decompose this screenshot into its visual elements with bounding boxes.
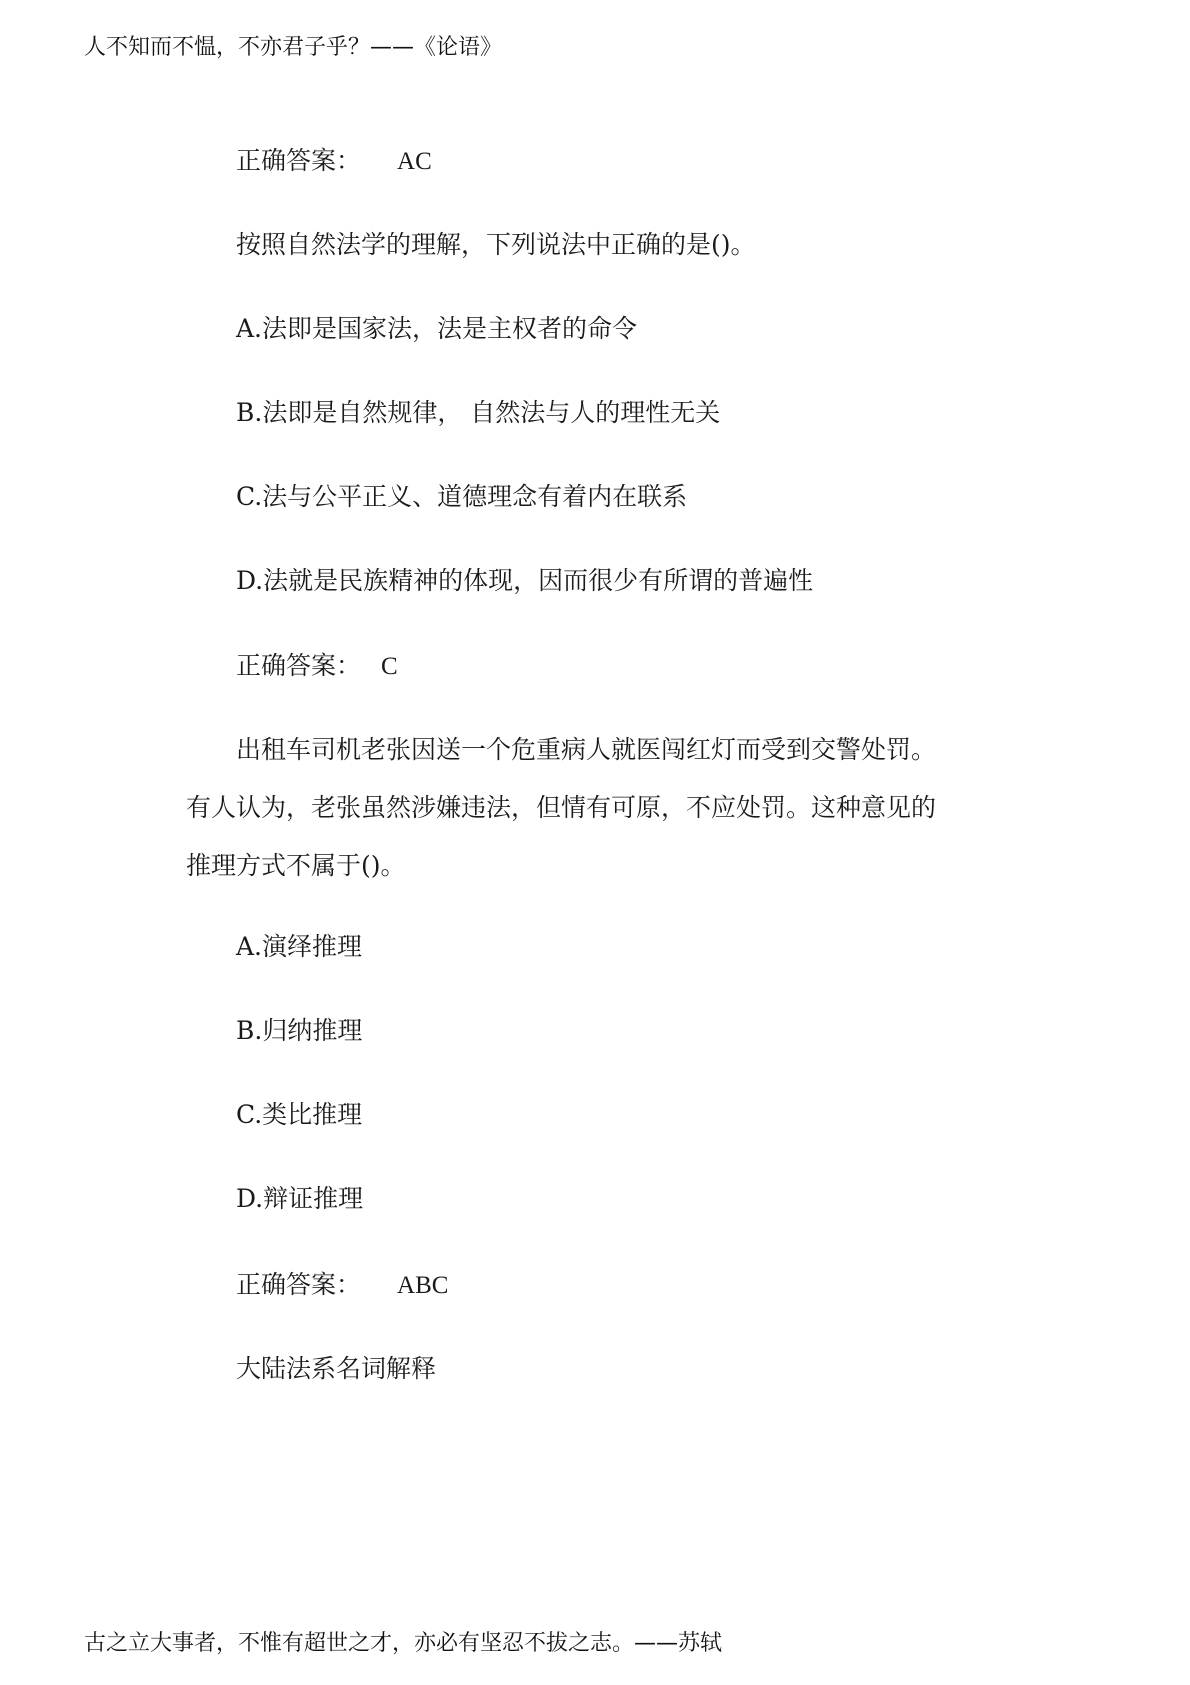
- answer-line: [236, 1269, 448, 1302]
- question-stem-line: 有人认为，老张虽然涉嫌违法，但情有可原，不应处罚。这种意见的: [186, 793, 937, 822]
- answer-label: 正确答案：: [236, 651, 362, 680]
- answer-label: 正确答案：: [236, 1270, 362, 1299]
- option-d: D.法就是民族精神的体现，因而很少有所谓的普遍性: [236, 566, 814, 595]
- option-b: B.法即是自然规律， 自然法与人的理性无关: [236, 398, 721, 427]
- header-quote: 人不知而不愠，不亦君子乎？——《论语》: [84, 35, 503, 60]
- answer-value: C: [381, 653, 398, 680]
- answer-line: [236, 650, 398, 683]
- answer-label: 正确答案：: [236, 146, 362, 175]
- question-stem-line: 推理方式不属于()。: [186, 851, 406, 880]
- question-stem-line: 出租车司机老张因送一个危重病人就医闯红灯而受到交警处罚。: [236, 735, 937, 764]
- option-a: A.法即是国家法，法是主权者的命令: [236, 314, 638, 343]
- question-stem: 按照自然法学的理解，下列说法中正确的是()。: [236, 230, 756, 259]
- footer-quote: 古之立大事者，不惟有超世之才，亦必有坚忍不拔之志。——苏轼: [84, 1631, 723, 1656]
- answer-value: ABC: [397, 1272, 449, 1299]
- question-stem: 大陆法系名词解释: [236, 1354, 437, 1383]
- option-c: C.法与公平正义、道德理念有着内在联系: [236, 482, 688, 511]
- answer-line: [236, 145, 432, 178]
- option-d: D.辩证推理: [236, 1184, 364, 1213]
- option-a: A.演绎推理: [236, 932, 363, 961]
- answer-value: AC: [397, 148, 432, 175]
- option-c: C.类比推理: [236, 1100, 363, 1129]
- option-b: B.归纳推理: [236, 1016, 363, 1045]
